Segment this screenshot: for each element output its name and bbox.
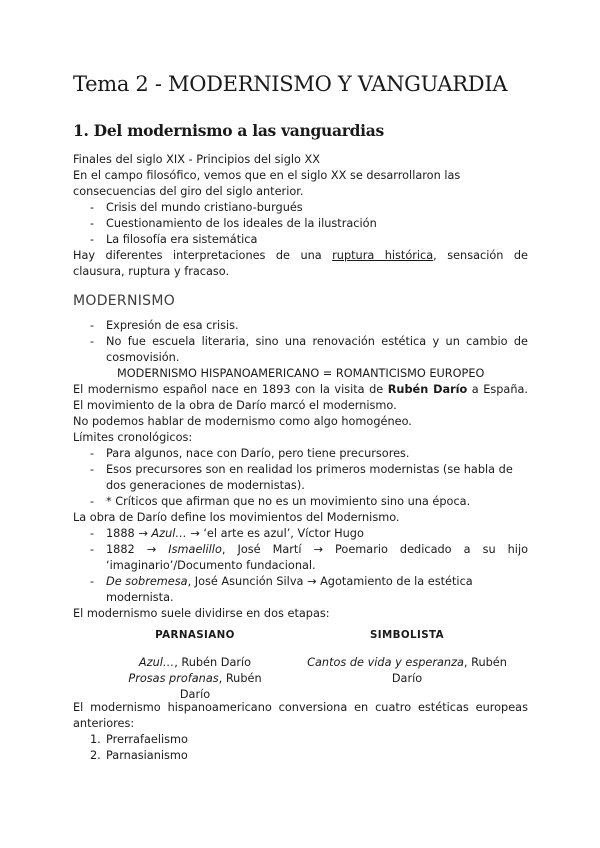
works-intro: La obra de Darío define los movimientos del Modernismo. (73, 511, 400, 524)
text-run: 1888 → (106, 527, 152, 540)
section-heading: 1. Del modernismo a las vanguardias (73, 121, 384, 140)
rupture-paragraph (73, 248, 528, 280)
conversion-paragraph: El modernismo hispanoamericano conversiona en cuatro estéticas europeas anteriores: (73, 701, 528, 730)
page-title: Tema 2 - MODERNISMO Y VANGUARDIA (73, 72, 508, 96)
author-name: Rubén Darío (387, 383, 468, 396)
list-item (73, 542, 528, 574)
list-item: - Esos precursores son en realidad los primeros modernistas (se habla de dos generaciones de modernistas). (73, 462, 528, 494)
philosophy-list (73, 200, 528, 248)
section1-body (73, 152, 528, 280)
rupture-link[interactable]: ruptura histórica (332, 249, 434, 262)
list-item: - La filosofía era sistemática (73, 232, 528, 248)
list-item: - * Críticos que afirman que no es un movimiento sino una época. (73, 494, 528, 510)
equation-line: MODERNISMO HISPANOAMERICANO = ROMANTICISMO EUROPEO (117, 367, 485, 380)
parnasiano-column (113, 627, 277, 703)
works-list (73, 526, 528, 606)
list-item: - Cuestionamiento de los ideales de la ilustración (73, 216, 528, 232)
text-run: , Rubén Darío (179, 672, 262, 701)
text-run: , José Martí → Poemario dedicado a su hijo ‘imaginario’/Documento fundacional. (106, 543, 528, 572)
period-line: Finales del siglo XIX - Principios del siglo XX (73, 153, 320, 166)
modernismo-body (73, 318, 528, 622)
list-item: - Expresión de esa crisis. (73, 318, 528, 334)
list-item (73, 526, 528, 542)
crisis-list (73, 318, 528, 366)
modernismo-heading: MODERNISMO (73, 293, 176, 309)
text-run: Hay diferentes interpretaciones de una (73, 249, 333, 262)
list-item: - Crisis del mundo cristiano-burgués (73, 200, 528, 216)
text-run: 1882 → (106, 543, 169, 556)
work-title: Prosas profanas (128, 672, 219, 685)
stages-intro: El modernismo suele dividirse en dos etapas: (73, 607, 330, 620)
list-item (73, 574, 528, 606)
work-title: Cantos de vida y esperanza (307, 656, 464, 669)
aesthetics-list (73, 732, 528, 764)
text-run: → ‘el arte es azul’, Víctor Hugo (186, 527, 364, 540)
work-title: Azul… (151, 527, 187, 540)
limits-list (73, 446, 528, 510)
work-title: Azul… (138, 656, 175, 669)
origin-paragraph (73, 382, 528, 414)
work-title: De sobremesa (106, 575, 188, 588)
column-header: SIMBOLISTA (369, 629, 445, 641)
work-line (113, 671, 277, 703)
limits-label: Límites cronológicos: (73, 431, 193, 444)
column-header: PARNASIANO (155, 629, 235, 641)
work-line (307, 655, 507, 687)
list-item (73, 732, 528, 748)
text-run: El modernismo español nace en 1893 con la visita de (73, 383, 388, 396)
homogeneity-paragraph: No podemos hablar de modernismo como algo homogéneo. (73, 415, 412, 428)
list-item: - Para algunos, nace con Darío, pero tiene precursores. (73, 446, 528, 462)
conversion-body (73, 700, 528, 764)
intro-paragraph: En el campo filosófico, vemos que en el siglo XX se desarrollaron las consecuencias del giro del siglo anterior. (73, 169, 461, 198)
list-item: - No fue escuela literaria, sino una renovación estética y un cambio de cosmovisión. (73, 334, 528, 366)
work-line (113, 655, 277, 671)
text-run: Prerrafaelismo (106, 733, 188, 746)
text-run: , Rubén Darío (391, 656, 507, 685)
text-run: a España. El movimiento de la obra de Darío marcó el modernismo. (73, 383, 528, 412)
work-title: Ismaelillo (168, 543, 222, 556)
text-run: , Rubén Darío (174, 656, 252, 669)
list-item (73, 748, 528, 764)
simbolista-column (307, 627, 507, 687)
text-run: , José Asunción Silva → Agotamiento de la estética modernista. (106, 575, 473, 604)
list-number: 2. (90, 749, 101, 762)
text-run: Parnasianismo (106, 749, 188, 762)
list-number: 1. (90, 733, 101, 746)
text-run: , sensación de clausura, ruptura y fracaso. (73, 249, 528, 278)
